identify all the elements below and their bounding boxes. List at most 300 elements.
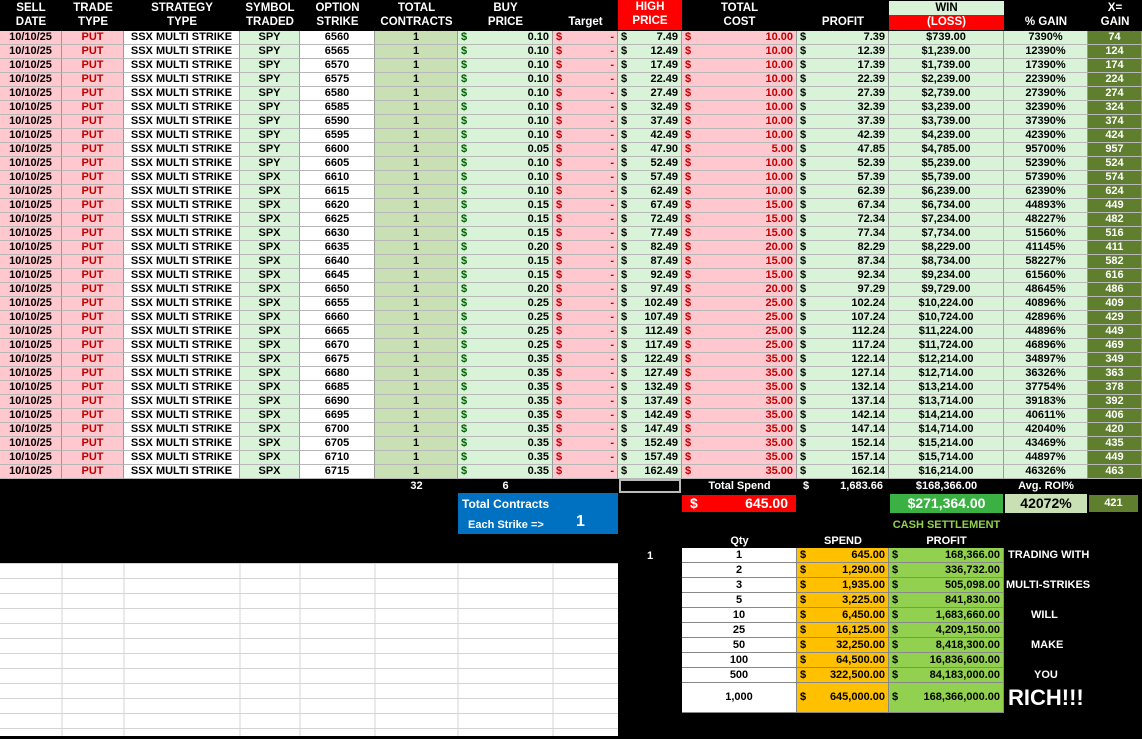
- cell-target[interactable]: [553, 73, 618, 87]
- cell-symbol[interactable]: SPX: [240, 227, 300, 241]
- cell-contracts[interactable]: 1: [375, 325, 458, 339]
- cell-strike[interactable]: 6635: [300, 241, 375, 255]
- cell-profit[interactable]: [797, 381, 889, 395]
- cs-profit[interactable]: [889, 653, 1004, 668]
- cell-profit[interactable]: [797, 31, 889, 45]
- cell-high[interactable]: [618, 45, 682, 59]
- header-profit[interactable]: PROFIT: [821, 16, 865, 28]
- cell-cost[interactable]: [682, 269, 797, 283]
- cell-type[interactable]: PUT: [62, 143, 124, 157]
- cell-buy[interactable]: [458, 199, 553, 213]
- cs-spend[interactable]: [797, 653, 889, 668]
- win-total[interactable]: $168,366.00: [915, 480, 978, 492]
- cell-strategy[interactable]: SSX MULTI STRIKE: [124, 381, 240, 395]
- cell-strike[interactable]: 6610: [300, 171, 375, 185]
- cell-symbol[interactable]: SPX: [240, 283, 300, 297]
- cell-x[interactable]: 957: [1088, 143, 1142, 157]
- cell-symbol[interactable]: SPY: [240, 87, 300, 101]
- cell-contracts[interactable]: 1: [375, 185, 458, 199]
- cell-strike[interactable]: 6710: [300, 451, 375, 465]
- cell-target[interactable]: [553, 283, 618, 297]
- cell-high[interactable]: [618, 409, 682, 423]
- cell-x[interactable]: 174: [1088, 59, 1142, 73]
- cell-strategy[interactable]: SSX MULTI STRIKE: [124, 353, 240, 367]
- cell-buy[interactable]: [458, 311, 553, 325]
- cell-gain[interactable]: 44893%: [1004, 199, 1088, 213]
- cell-date[interactable]: 10/10/25: [0, 59, 62, 73]
- cell-buy[interactable]: [458, 241, 553, 255]
- cell-type[interactable]: PUT: [62, 353, 124, 367]
- cell-buy[interactable]: [458, 31, 553, 45]
- cell-contracts[interactable]: 1: [375, 115, 458, 129]
- cell-x[interactable]: 392: [1088, 395, 1142, 409]
- cell-buy[interactable]: [458, 185, 553, 199]
- header-total-cost[interactable]: TOTAL COST: [720, 2, 759, 28]
- cell-strike[interactable]: 6650: [300, 283, 375, 297]
- cell-gain[interactable]: 39183%: [1004, 395, 1088, 409]
- cell-strategy[interactable]: SSX MULTI STRIKE: [124, 213, 240, 227]
- cell-type[interactable]: PUT: [62, 311, 124, 325]
- cell-date[interactable]: 10/10/25: [0, 87, 62, 101]
- cell-profit[interactable]: [797, 227, 889, 241]
- cell-strategy[interactable]: SSX MULTI STRIKE: [124, 409, 240, 423]
- cell-x[interactable]: 616: [1088, 269, 1142, 283]
- cs-profit[interactable]: [889, 578, 1004, 593]
- cell-x[interactable]: 420: [1088, 423, 1142, 437]
- total-spend-value[interactable]: [797, 480, 889, 492]
- cell-symbol[interactable]: SPX: [240, 465, 300, 479]
- cell-symbol[interactable]: SPX: [240, 171, 300, 185]
- cell-cost[interactable]: [682, 227, 797, 241]
- cell-symbol[interactable]: SPX: [240, 423, 300, 437]
- cell-target[interactable]: [553, 241, 618, 255]
- cell-symbol[interactable]: SPX: [240, 367, 300, 381]
- cell-win[interactable]: $9,234.00: [889, 269, 1004, 283]
- cell-contracts[interactable]: 1: [375, 255, 458, 269]
- cell-gain[interactable]: 43469%: [1004, 437, 1088, 451]
- cs-qty[interactable]: 50: [682, 638, 797, 653]
- cell-symbol[interactable]: SPX: [240, 381, 300, 395]
- total-spend-label[interactable]: Total Spend: [708, 480, 771, 492]
- avg-roi-label[interactable]: Avg. ROI%: [1018, 480, 1074, 492]
- cell-win[interactable]: $2,239.00: [889, 73, 1004, 87]
- cell-strategy[interactable]: SSX MULTI STRIKE: [124, 395, 240, 409]
- cell-strike[interactable]: 6680: [300, 367, 375, 381]
- cell-strategy[interactable]: SSX MULTI STRIKE: [124, 269, 240, 283]
- cell-gain[interactable]: 40611%: [1004, 409, 1088, 423]
- cell-strategy[interactable]: SSX MULTI STRIKE: [124, 45, 240, 59]
- cell-gain[interactable]: 7390%: [1004, 31, 1088, 45]
- cell-contracts[interactable]: 1: [375, 129, 458, 143]
- total-contracts-box[interactable]: [458, 493, 618, 534]
- cell-profit[interactable]: [797, 409, 889, 423]
- cell-profit[interactable]: [797, 59, 889, 73]
- cell-date[interactable]: 10/10/25: [0, 311, 62, 325]
- cell-cost[interactable]: [682, 353, 797, 367]
- cell-buy[interactable]: [458, 157, 553, 171]
- cell-contracts[interactable]: 1: [375, 297, 458, 311]
- cell-profit[interactable]: [797, 171, 889, 185]
- cell-buy[interactable]: [458, 87, 553, 101]
- cell-target[interactable]: [553, 297, 618, 311]
- cell-contracts[interactable]: 1: [375, 241, 458, 255]
- cell-buy[interactable]: [458, 213, 553, 227]
- cell-gain[interactable]: 48645%: [1004, 283, 1088, 297]
- cell-date[interactable]: 10/10/25: [0, 381, 62, 395]
- cell-target[interactable]: [553, 213, 618, 227]
- cell-target[interactable]: [553, 409, 618, 423]
- cell-symbol[interactable]: SPY: [240, 115, 300, 129]
- cell-cost[interactable]: [682, 143, 797, 157]
- cell-cost[interactable]: [682, 311, 797, 325]
- cell-gain[interactable]: 42390%: [1004, 129, 1088, 143]
- cs-spend[interactable]: [797, 683, 889, 713]
- cell-contracts[interactable]: 1: [375, 353, 458, 367]
- cell-win[interactable]: $8,229.00: [889, 241, 1004, 255]
- cell-strike[interactable]: 6565: [300, 45, 375, 59]
- cell-type[interactable]: PUT: [62, 87, 124, 101]
- cell-date[interactable]: 10/10/25: [0, 423, 62, 437]
- cell-cost[interactable]: [682, 241, 797, 255]
- cell-cost[interactable]: [682, 367, 797, 381]
- cell-buy[interactable]: [458, 269, 553, 283]
- cell-cost[interactable]: [682, 129, 797, 143]
- cell-cost[interactable]: [682, 423, 797, 437]
- cell-cost[interactable]: [682, 465, 797, 479]
- cell-profit[interactable]: [797, 45, 889, 59]
- cell-win[interactable]: $15,714.00: [889, 451, 1004, 465]
- cell-symbol[interactable]: SPY: [240, 31, 300, 45]
- cell-target[interactable]: [553, 437, 618, 451]
- cell-type[interactable]: PUT: [62, 451, 124, 465]
- cell-gain[interactable]: 40896%: [1004, 297, 1088, 311]
- cell-buy[interactable]: [458, 143, 553, 157]
- cell-gain[interactable]: 34897%: [1004, 353, 1088, 367]
- cell-type[interactable]: PUT: [62, 73, 124, 87]
- cell-profit[interactable]: [797, 423, 889, 437]
- cell-cost[interactable]: [682, 297, 797, 311]
- cell-x[interactable]: 363: [1088, 367, 1142, 381]
- cell-profit[interactable]: [797, 143, 889, 157]
- cell-profit[interactable]: [797, 101, 889, 115]
- cell-date[interactable]: 10/10/25: [0, 283, 62, 297]
- cell-target[interactable]: [553, 423, 618, 437]
- cell-high[interactable]: [618, 87, 682, 101]
- cell-date[interactable]: 10/10/25: [0, 115, 62, 129]
- cell-strike[interactable]: 6675: [300, 353, 375, 367]
- cs-profit[interactable]: [889, 593, 1004, 608]
- cs-spend[interactable]: [797, 593, 889, 608]
- cell-target[interactable]: [553, 269, 618, 283]
- header-sell-date[interactable]: SELL DATE: [15, 2, 47, 28]
- cell-win[interactable]: $10,224.00: [889, 297, 1004, 311]
- cell-win[interactable]: $7,234.00: [889, 213, 1004, 227]
- cell-cost[interactable]: [682, 157, 797, 171]
- cell-buy[interactable]: [458, 451, 553, 465]
- cell-date[interactable]: 10/10/25: [0, 465, 62, 479]
- cell-buy[interactable]: [458, 395, 553, 409]
- cell-symbol[interactable]: SPX: [240, 395, 300, 409]
- cell-strategy[interactable]: SSX MULTI STRIKE: [124, 143, 240, 157]
- cell-high[interactable]: [618, 143, 682, 157]
- cell-strike[interactable]: 6620: [300, 199, 375, 213]
- cell-target[interactable]: [553, 325, 618, 339]
- cell-target[interactable]: [553, 339, 618, 353]
- cell-x[interactable]: 411: [1088, 241, 1142, 255]
- cell-x[interactable]: 224: [1088, 73, 1142, 87]
- cell-target[interactable]: [553, 115, 618, 129]
- cell-date[interactable]: 10/10/25: [0, 73, 62, 87]
- cell-profit[interactable]: [797, 199, 889, 213]
- spend-box[interactable]: [682, 495, 796, 512]
- cell-contracts[interactable]: 1: [375, 45, 458, 59]
- cell-target[interactable]: [553, 59, 618, 73]
- cs-spend[interactable]: [797, 563, 889, 578]
- each-strike-value[interactable]: 1: [576, 513, 585, 530]
- cell-contracts[interactable]: 1: [375, 87, 458, 101]
- cell-buy[interactable]: [458, 73, 553, 87]
- cell-gain[interactable]: 32390%: [1004, 101, 1088, 115]
- cell-win[interactable]: $7,734.00: [889, 227, 1004, 241]
- cell-win[interactable]: $13,714.00: [889, 395, 1004, 409]
- cell-date[interactable]: 10/10/25: [0, 31, 62, 45]
- cell-high[interactable]: [618, 325, 682, 339]
- cell-x[interactable]: 449: [1088, 451, 1142, 465]
- cell-profit[interactable]: [797, 451, 889, 465]
- cell-strategy[interactable]: SSX MULTI STRIKE: [124, 367, 240, 381]
- header-loss[interactable]: (LOSS): [889, 15, 1004, 30]
- cell-type[interactable]: PUT: [62, 101, 124, 115]
- cell-strike[interactable]: 6655: [300, 297, 375, 311]
- cell-cost[interactable]: [682, 199, 797, 213]
- cell-gain[interactable]: 17390%: [1004, 59, 1088, 73]
- cell-type[interactable]: PUT: [62, 409, 124, 423]
- cell-high[interactable]: [618, 297, 682, 311]
- cs-profit[interactable]: [889, 638, 1004, 653]
- cell-high[interactable]: [618, 269, 682, 283]
- cell-x[interactable]: 463: [1088, 465, 1142, 479]
- header-total-contracts[interactable]: TOTAL CONTRACTS: [380, 2, 453, 28]
- cs-profit[interactable]: [889, 683, 1004, 713]
- cs-spend[interactable]: [797, 548, 889, 563]
- cell-strategy[interactable]: SSX MULTI STRIKE: [124, 73, 240, 87]
- cell-buy[interactable]: [458, 409, 553, 423]
- cell-type[interactable]: PUT: [62, 339, 124, 353]
- cs-spend[interactable]: [797, 608, 889, 623]
- cell-x[interactable]: 409: [1088, 297, 1142, 311]
- cell-contracts[interactable]: 1: [375, 171, 458, 185]
- cell-type[interactable]: PUT: [62, 325, 124, 339]
- cell-symbol[interactable]: SPY: [240, 101, 300, 115]
- cell-high[interactable]: [618, 213, 682, 227]
- cell-type[interactable]: PUT: [62, 185, 124, 199]
- cell-buy[interactable]: [458, 129, 553, 143]
- cell-strategy[interactable]: SSX MULTI STRIKE: [124, 157, 240, 171]
- cell-buy[interactable]: [458, 423, 553, 437]
- cell-symbol[interactable]: SPX: [240, 213, 300, 227]
- cell-contracts[interactable]: 1: [375, 451, 458, 465]
- cell-type[interactable]: PUT: [62, 437, 124, 451]
- cell-contracts[interactable]: 1: [375, 437, 458, 451]
- cell-date[interactable]: 10/10/25: [0, 241, 62, 255]
- cell-contracts[interactable]: 1: [375, 283, 458, 297]
- cell-symbol[interactable]: SPX: [240, 325, 300, 339]
- cell-high[interactable]: [618, 423, 682, 437]
- cell-symbol[interactable]: SPX: [240, 199, 300, 213]
- cell-high[interactable]: [618, 157, 682, 171]
- cell-strike[interactable]: 6575: [300, 73, 375, 87]
- cell-type[interactable]: PUT: [62, 171, 124, 185]
- cell-target[interactable]: [553, 381, 618, 395]
- cell-strike[interactable]: 6625: [300, 213, 375, 227]
- cell-strike[interactable]: 6660: [300, 311, 375, 325]
- cell-cost[interactable]: [682, 59, 797, 73]
- cell-strategy[interactable]: SSX MULTI STRIKE: [124, 31, 240, 45]
- cell-buy[interactable]: [458, 255, 553, 269]
- cell-x[interactable]: 378: [1088, 381, 1142, 395]
- cell-gain[interactable]: 46326%: [1004, 465, 1088, 479]
- cell-high[interactable]: [618, 241, 682, 255]
- cell-profit[interactable]: [797, 283, 889, 297]
- cell-target[interactable]: [553, 367, 618, 381]
- cell-symbol[interactable]: SPX: [240, 185, 300, 199]
- cell-buy[interactable]: [458, 115, 553, 129]
- cell-symbol[interactable]: SPY: [240, 143, 300, 157]
- cell-high[interactable]: [618, 185, 682, 199]
- cell-x[interactable]: 449: [1088, 199, 1142, 213]
- cell-x[interactable]: 374: [1088, 115, 1142, 129]
- cell-symbol[interactable]: SPX: [240, 353, 300, 367]
- cell-buy[interactable]: [458, 339, 553, 353]
- cell-target[interactable]: [553, 101, 618, 115]
- cell-contracts[interactable]: 1: [375, 157, 458, 171]
- cell-strike[interactable]: 6715: [300, 465, 375, 479]
- cell-type[interactable]: PUT: [62, 31, 124, 45]
- cell-strike[interactable]: 6645: [300, 269, 375, 283]
- cell-profit[interactable]: [797, 437, 889, 451]
- cell-gain[interactable]: 41145%: [1004, 241, 1088, 255]
- cell-win[interactable]: $6,734.00: [889, 199, 1004, 213]
- cell-symbol[interactable]: SPY: [240, 45, 300, 59]
- cs-spend[interactable]: [797, 668, 889, 683]
- cell-cost[interactable]: [682, 283, 797, 297]
- cell-target[interactable]: [553, 45, 618, 59]
- cell-target[interactable]: [553, 255, 618, 269]
- cell-win[interactable]: $15,214.00: [889, 437, 1004, 451]
- cell-cost[interactable]: [682, 171, 797, 185]
- cs-qty[interactable]: 1,000: [682, 683, 797, 713]
- cell-x[interactable]: 429: [1088, 311, 1142, 325]
- cell-strategy[interactable]: SSX MULTI STRIKE: [124, 255, 240, 269]
- cell-gain[interactable]: 95700%: [1004, 143, 1088, 157]
- cell-high[interactable]: [618, 353, 682, 367]
- header-strategy-type[interactable]: STRATEGY TYPE: [151, 2, 213, 28]
- cell-strike[interactable]: 6670: [300, 339, 375, 353]
- cell-target[interactable]: [553, 465, 618, 479]
- cell-target[interactable]: [553, 451, 618, 465]
- cell-high[interactable]: [618, 283, 682, 297]
- cell-strike[interactable]: 6605: [300, 157, 375, 171]
- header-win[interactable]: WIN: [889, 1, 1004, 15]
- cell-strike[interactable]: 6595: [300, 129, 375, 143]
- total-contracts-sum[interactable]: 32: [410, 480, 423, 492]
- cell-date[interactable]: 10/10/25: [0, 339, 62, 353]
- cell-buy[interactable]: [458, 465, 553, 479]
- cell-cost[interactable]: [682, 325, 797, 339]
- cell-gain[interactable]: 37390%: [1004, 115, 1088, 129]
- cell-strategy[interactable]: SSX MULTI STRIKE: [124, 227, 240, 241]
- cell-date[interactable]: 10/10/25: [0, 437, 62, 451]
- cell-target[interactable]: [553, 87, 618, 101]
- header-buy-price[interactable]: BUY PRICE: [487, 2, 524, 28]
- cell-date[interactable]: 10/10/25: [0, 143, 62, 157]
- cell-win[interactable]: $14,714.00: [889, 423, 1004, 437]
- cell-x[interactable]: 469: [1088, 339, 1142, 353]
- cell-type[interactable]: PUT: [62, 423, 124, 437]
- cell-gain[interactable]: 61560%: [1004, 269, 1088, 283]
- cell-cost[interactable]: [682, 409, 797, 423]
- cs-profit[interactable]: [889, 548, 1004, 563]
- cell-x[interactable]: 424: [1088, 129, 1142, 143]
- cell-gain[interactable]: 58227%: [1004, 255, 1088, 269]
- cell-strike[interactable]: 6600: [300, 143, 375, 157]
- cell-high[interactable]: [618, 311, 682, 325]
- cell-contracts[interactable]: 1: [375, 31, 458, 45]
- cell-date[interactable]: 10/10/25: [0, 451, 62, 465]
- header-x-gain[interactable]: X= GAIN: [1100, 2, 1130, 28]
- cell-target[interactable]: [553, 31, 618, 45]
- cell-strike[interactable]: 6700: [300, 423, 375, 437]
- cell-cost[interactable]: [682, 339, 797, 353]
- cell-strike[interactable]: 6615: [300, 185, 375, 199]
- cell-date[interactable]: 10/10/25: [0, 129, 62, 143]
- cell-win[interactable]: $5,239.00: [889, 157, 1004, 171]
- cell-x[interactable]: 482: [1088, 213, 1142, 227]
- buy-count[interactable]: 6: [502, 480, 509, 492]
- cell-target[interactable]: [553, 157, 618, 171]
- cell-x[interactable]: 406: [1088, 409, 1142, 423]
- cell-contracts[interactable]: 1: [375, 339, 458, 353]
- cell-x[interactable]: 349: [1088, 353, 1142, 367]
- cell-strategy[interactable]: SSX MULTI STRIKE: [124, 311, 240, 325]
- cell-cost[interactable]: [682, 213, 797, 227]
- cell-win[interactable]: $14,214.00: [889, 409, 1004, 423]
- cs-profit[interactable]: [889, 608, 1004, 623]
- cell-buy[interactable]: [458, 297, 553, 311]
- cell-profit[interactable]: [797, 87, 889, 101]
- cell-cost[interactable]: [682, 381, 797, 395]
- cell-profit[interactable]: [797, 269, 889, 283]
- cell-win[interactable]: $3,739.00: [889, 115, 1004, 129]
- cell-buy[interactable]: [458, 227, 553, 241]
- cell-type[interactable]: PUT: [62, 59, 124, 73]
- cell-symbol[interactable]: SPX: [240, 255, 300, 269]
- cell-win[interactable]: $10,724.00: [889, 311, 1004, 325]
- cell-contracts[interactable]: 1: [375, 423, 458, 437]
- cell-symbol[interactable]: SPY: [240, 157, 300, 171]
- cell-high[interactable]: [618, 339, 682, 353]
- cell-symbol[interactable]: SPX: [240, 241, 300, 255]
- cell-x[interactable]: 435: [1088, 437, 1142, 451]
- cell-x[interactable]: 124: [1088, 45, 1142, 59]
- cs-qty[interactable]: 1: [682, 548, 797, 563]
- cell-gain[interactable]: 36326%: [1004, 367, 1088, 381]
- cell-win[interactable]: $13,214.00: [889, 381, 1004, 395]
- cell-date[interactable]: 10/10/25: [0, 325, 62, 339]
- cell-strategy[interactable]: SSX MULTI STRIKE: [124, 115, 240, 129]
- cell-profit[interactable]: [797, 325, 889, 339]
- cs-profit[interactable]: [889, 623, 1004, 638]
